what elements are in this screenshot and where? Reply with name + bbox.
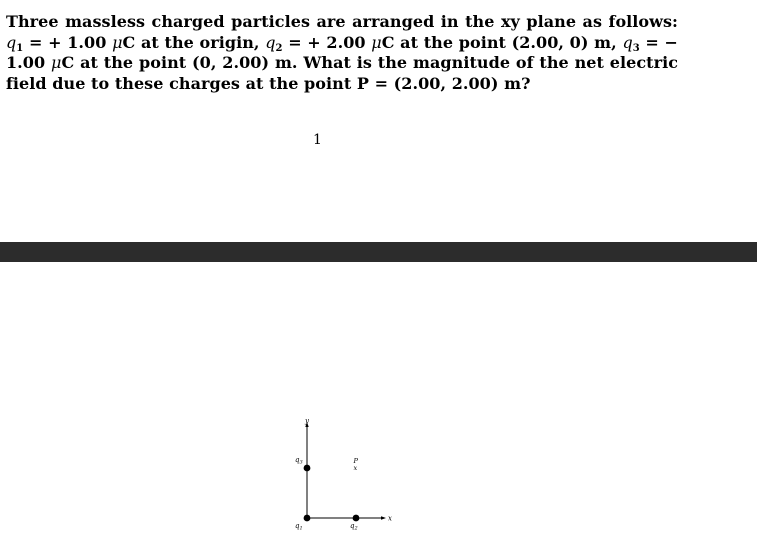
charge-diagram [280, 412, 400, 534]
mu-symbol-3: μ [51, 53, 62, 72]
point-p-marker: x [353, 464, 358, 472]
y-axis-label: y [305, 417, 309, 425]
page-separator [0, 242, 757, 262]
problem-text-6: = − 1.00 [6, 32, 679, 72]
problem-text-1: Three massless charged particles are arranged in the xy plane as follows: [6, 12, 678, 31]
q3-label: $q_3$ [295, 456, 303, 466]
mu-symbol-1: μ [112, 32, 123, 52]
mu-symbol-2: μ [371, 32, 382, 52]
point-p-label: P [353, 457, 358, 465]
x-axis-arrowhead [381, 516, 386, 519]
charge-q3-dot [304, 465, 311, 472]
problem-text-2: = + 1.00 [28, 32, 107, 52]
q2-label: $q_2$ [350, 522, 358, 532]
problem-text-4: = + 2.00 [288, 32, 366, 52]
problem-text-5: C at the point (2.00, 0) m, [381, 32, 617, 52]
q1-symbol: q [6, 32, 17, 52]
q1-subscript: 1 [16, 42, 24, 54]
q2-subscript: 2 [275, 42, 283, 54]
q1-label: $q_1$ [295, 522, 303, 532]
problem-text-7: C at the point (0, 2.00) m. What is the magnitude of the net electric field due to these charges at the point P = (2.00, 2.00) m? [6, 53, 678, 93]
q2-symbol: q [265, 32, 276, 52]
charge-diagram-svg [280, 412, 400, 534]
charge-q2-dot [353, 515, 360, 522]
problem-text-3: C at the origin, [122, 32, 260, 52]
q3-symbol: q [622, 32, 633, 52]
q3-subscript: 3 [632, 42, 640, 54]
problem-statement [6, 12, 678, 94]
page-number: 1 [313, 132, 322, 148]
x-axis-label: x [388, 514, 392, 523]
charge-q1-dot [304, 515, 311, 522]
